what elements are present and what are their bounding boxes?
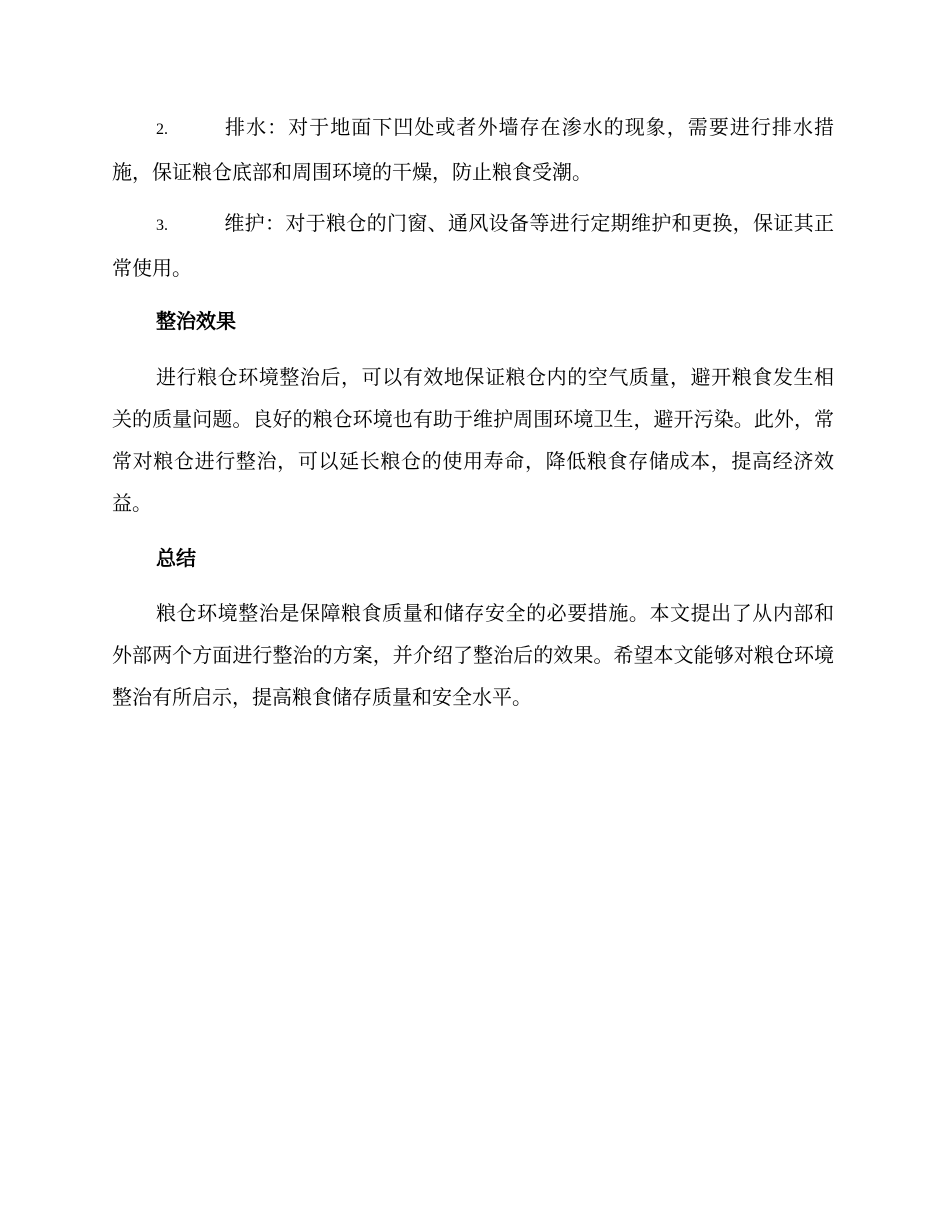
list-item-number: 3.	[156, 217, 168, 234]
section-paragraph-effect: 进行粮仓环境整治后，可以有效地保证粮仓内的空气质量，避开粮食发生相关的质量问题。良好的粮仓环境也有助于维护周围环境卫生，避开污染。此外，常常对粮仓进行整治，可以延长粮仓的使用寿命，降低粮食存储成本，提高经济效益。	[112, 365, 834, 515]
section-heading-effect: 整治效果	[156, 309, 236, 333]
section-paragraph-summary: 粮仓环境整治是保障粮食质量和储存安全的必要措施。本文提出了从内部和外部两个方面进行整治的方案，并介绍了整治后的效果。希望本文能够对粮仓环境整治有所启示，提高粮食储存质量和安全水平。	[112, 601, 834, 709]
list-item-maintenance	[112, 202, 834, 289]
list-item-drainage	[112, 106, 834, 193]
list-item-number: 2.	[156, 121, 168, 138]
list-item-text: 排水：对于地面下凹处或者外墙存在渗水的现象，需要进行排水措施，保证粮仓底部和周围环境的干燥，防止粮食受潮。	[112, 115, 834, 184]
section-heading-summary: 总结	[156, 546, 196, 570]
list-item-text: 维护：对于粮仓的门窗、通风设备等进行定期维护和更换，保证其正常使用。	[112, 211, 834, 280]
